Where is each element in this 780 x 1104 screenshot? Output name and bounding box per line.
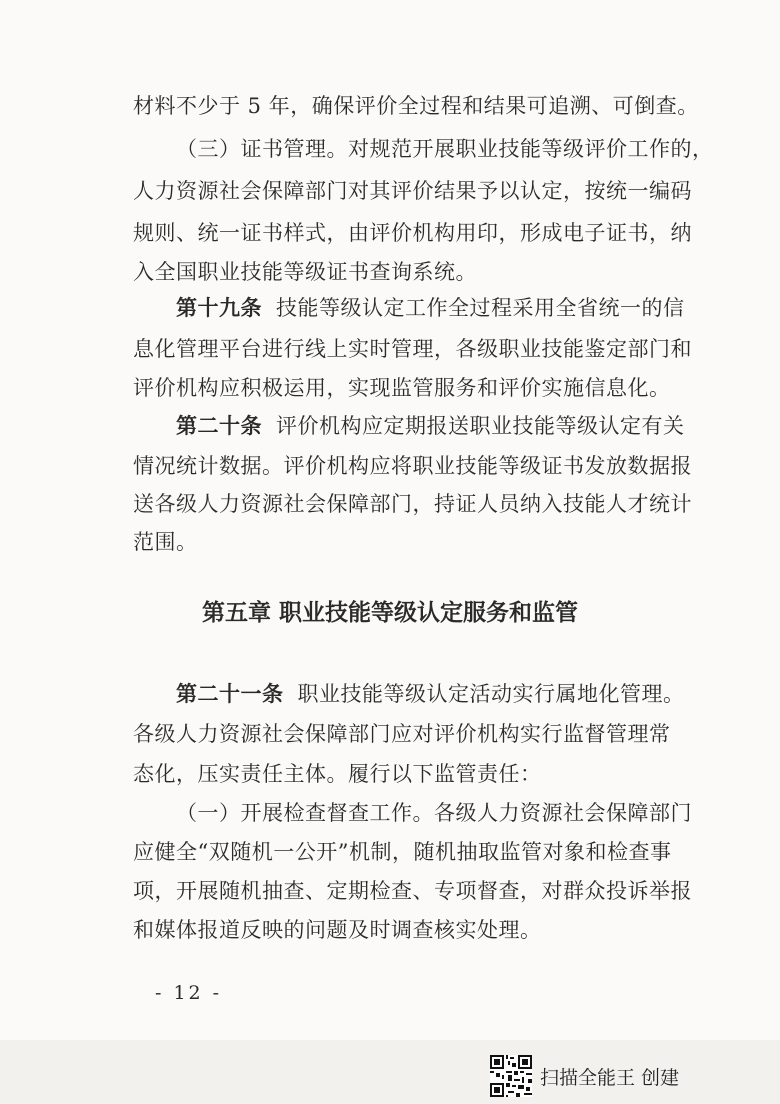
text-line: 息化管理平台进行线上实时管理，各级职业技能鉴定部门和 [133,337,692,361]
chapter-title: 第五章 职业技能等级认定服务和监管 [201,600,578,626]
text-line: （三）证书管理。对规范开展职业技能等级评价工作的， [176,137,714,161]
qr-code-icon [490,1055,532,1097]
text-line: 情况统计数据。评价机构应将职业技能等级证书发放数据报 [133,454,692,478]
text-line: 态化，压实责任主体。履行以下监管责任： [133,762,542,786]
text-line: 人力资源社会保障部门对其评价结果予以认定，按统一编码 [133,179,692,203]
text-line: 评价机构应积极运用，实现监管服务和评价实施信息化。 [133,376,671,400]
text-line: 技能等级认定工作全过程采用全省统一的信 [276,296,685,320]
article-19 [176,294,685,322]
article-20 [176,412,685,440]
article-heading: 第二十一条 [176,682,284,706]
text-line: 应健全“双随机一公开”机制，随机抽取监管对象和检查事 [133,840,672,864]
page-number: - 12 - [155,982,223,1004]
text-line: 职业技能等级认定活动实行属地化管理。 [297,682,685,706]
text-line: 和媒体报道反映的问题及时调查核实处理。 [133,918,542,942]
text-line: 项，开展随机抽查、定期检查、专项督查，对群众投诉举报 [133,879,692,903]
text-line: 规则、统一证书样式，由评价机构用印，形成电子证书，纳 [133,221,692,245]
text-line: （一）开展检查督查工作。各级人力资源社会保障部门 [176,801,692,825]
article-21 [176,680,685,708]
article-heading: 第十九条 [176,296,262,320]
text-line: 各级人力资源社会保障部门应对评价机构实行监督管理常 [133,722,671,746]
text-line: 送各级人力资源社会保障部门，持证人员纳入技能人才统计 [133,492,692,516]
article-heading: 第二十条 [176,414,262,438]
text-line: 评价机构应定期报送职业技能等级认定有关 [276,414,685,438]
scanner-watermark [490,1054,679,1098]
text-line: 材料不少于 5 年，确保评价全过程和结果可追溯、可倒查。 [133,94,699,118]
text-line: 范围。 [133,530,198,554]
text-line: 入全国职业技能等级证书查询系统。 [133,260,477,284]
scanner-app-label: 扫描全能王 创建 [540,1066,680,1089]
